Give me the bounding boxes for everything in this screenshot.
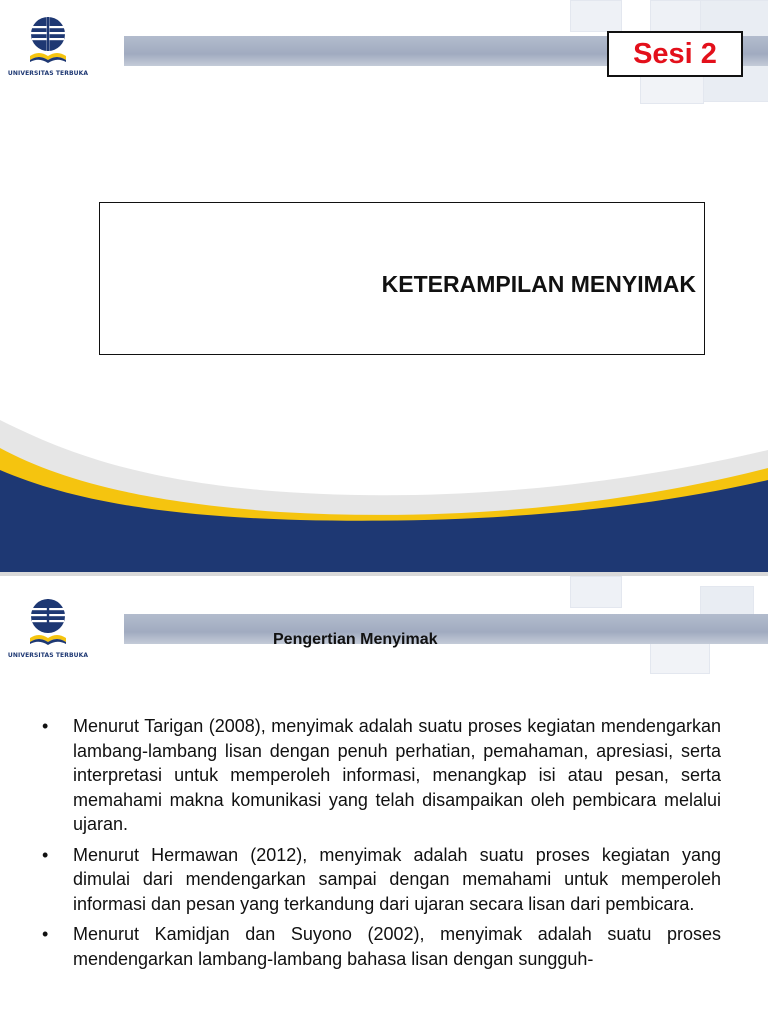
slide-title: KETERAMPILAN MENYIMAK [381, 271, 696, 297]
university-logo [6, 596, 90, 666]
decor-square [570, 0, 622, 32]
header-bar [124, 614, 768, 644]
university-emblem-icon [26, 596, 70, 650]
list-item [40, 843, 721, 917]
university-emblem-icon [26, 14, 70, 68]
bullet-icon: • [42, 716, 49, 736]
university-logo [6, 14, 90, 84]
bullet-icon: • [42, 924, 49, 944]
section-heading: Pengertian Menyimak [273, 631, 438, 648]
bullet-icon: • [42, 844, 49, 865]
list-item-text: Menurut Kamidjan dan Suyono (2002), menyimak adalah suatu proses mendengarkan lambang-lambang bahasa lisan dengan sungguh- [73, 924, 721, 969]
list-item [40, 714, 721, 837]
session-badge: Sesi 2 [607, 31, 743, 77]
decorative-swoosh [0, 420, 768, 572]
logo-text: UNIVERSITAS TERBUKA [7, 652, 89, 659]
list-item-text: Menurut Tarigan (2008), menyimak adalah suatu proses kegiatan mendengarkan lambang-lambang lisan dengan penuh perhatian, pemahaman, apresiasi, serta interpretasi untuk memperoleh informasi, menangkap isi atau pesan, serta memahami makna komunikasi yang telah disampaikan oleh pembicara melalui ujaran. [73, 716, 721, 834]
logo-text: UNIVERSITAS TERBUKA [7, 70, 89, 77]
decor-square [570, 576, 622, 608]
list-item [40, 922, 721, 971]
list-item-text: Menurut Hermawan (2012), menyimak adalah suatu proses kegiatan yang dimulai dari mendengarkan sampai dengan memahami untuk memperoleh informasi dan pesan yang terkandung dari ujaran secara lisan dari pembicara. [73, 844, 721, 914]
content-slide [0, 576, 768, 1024]
title-box [99, 202, 705, 355]
definition-list [40, 714, 721, 977]
